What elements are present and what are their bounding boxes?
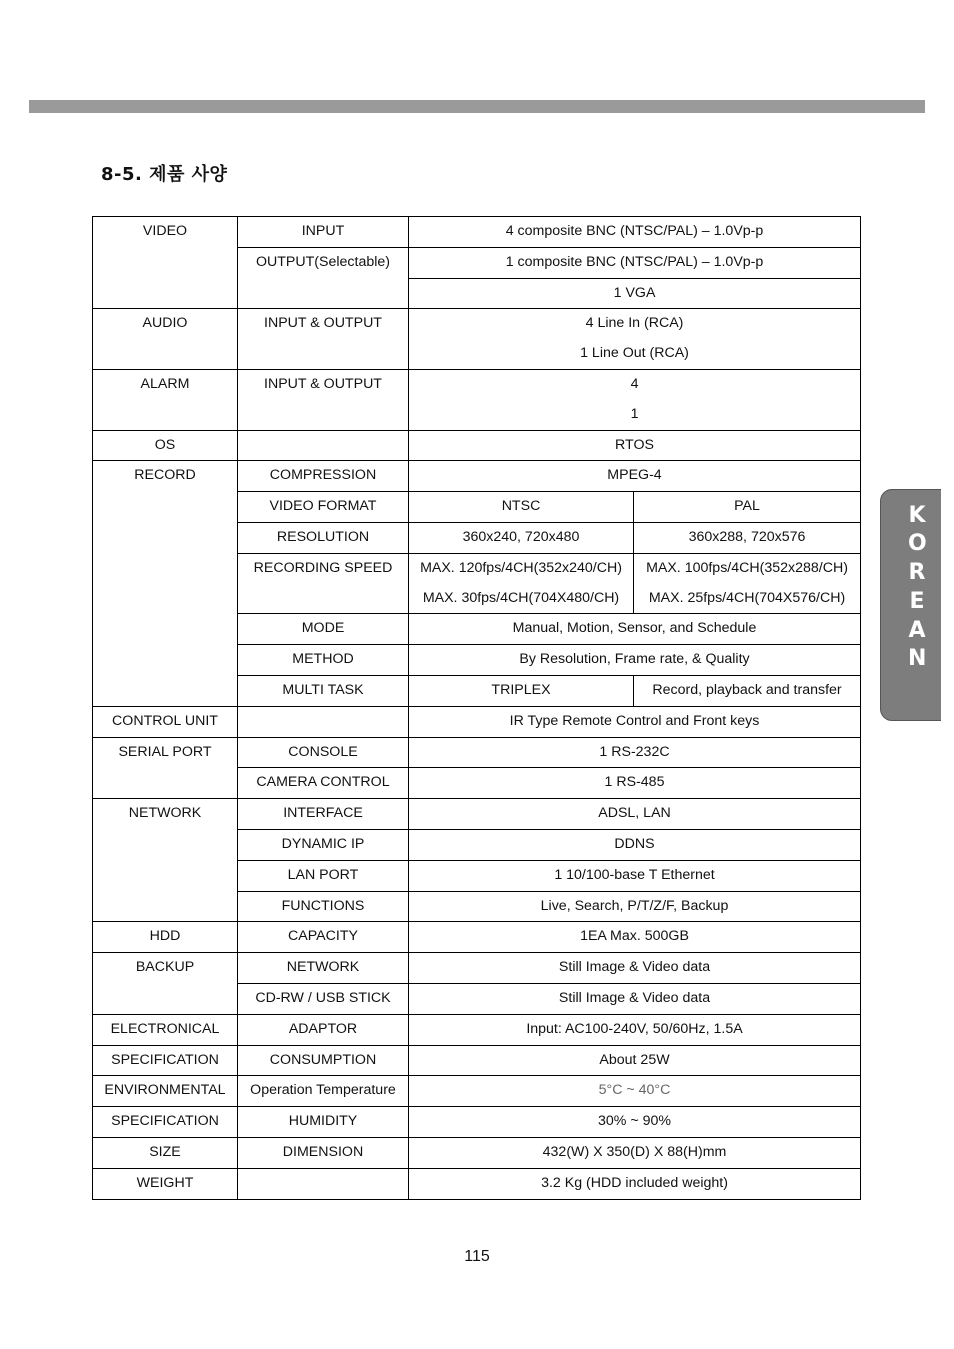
table-row <box>93 922 861 953</box>
spec-table <box>92 216 861 1200</box>
value-cdrw: Still Image & Video data <box>409 983 861 1014</box>
table-row <box>93 1076 861 1107</box>
value-camera-control: 1 RS-485 <box>409 768 861 799</box>
value-os: RTOS <box>409 430 861 461</box>
item-resolution: RESOLUTION <box>238 522 409 553</box>
category-env-spec: SPECIFICATION <box>93 1107 238 1138</box>
table-row <box>93 1014 861 1045</box>
category-os: OS <box>93 430 238 461</box>
header-rule <box>29 100 925 113</box>
value-mode: Manual, Motion, Sensor, and Schedule <box>409 614 861 645</box>
value-format-pal: PAL <box>634 492 861 523</box>
value-resolution-ntsc: 360x240, 720x480 <box>409 522 634 553</box>
value-console: 1 RS-232C <box>409 737 861 768</box>
category-serial-port: SERIAL PORT <box>93 737 238 799</box>
category-video: VIDEO <box>93 217 238 309</box>
item-os <box>238 430 409 461</box>
side-tab-letter: K <box>908 503 926 528</box>
item-interface: INTERFACE <box>238 799 409 830</box>
side-tab-letter: O <box>908 531 927 556</box>
value-audio-1: 4 Line In (RCA) <box>409 309 861 339</box>
table-row <box>93 217 861 248</box>
item-video-input: INPUT <box>238 217 409 248</box>
value-capacity: 1EA Max. 500GB <box>409 922 861 953</box>
table-row <box>93 309 861 339</box>
item-console: CONSOLE <box>238 737 409 768</box>
value-adaptor: Input: AC100-240V, 50/60Hz, 1.5A <box>409 1014 861 1045</box>
table-row <box>93 1137 861 1168</box>
item-consumption: CONSUMPTION <box>238 1045 409 1076</box>
category-backup: BACKUP <box>93 953 238 1015</box>
value-dynamic-ip: DDNS <box>409 829 861 860</box>
section-title: 8-5. 제품 사양 <box>101 164 228 185</box>
value-triplex: Record, playback and transfer <box>634 675 861 706</box>
table-row <box>93 1045 861 1076</box>
value-humidity: 30% ~ 90% <box>409 1107 861 1138</box>
value-compression: MPEG-4 <box>409 461 861 492</box>
category-size: SIZE <box>93 1137 238 1168</box>
item-method: METHOD <box>238 645 409 676</box>
category-record: RECORD <box>93 461 238 706</box>
item-control-unit <box>238 706 409 737</box>
category-audio: AUDIO <box>93 309 238 370</box>
item-capacity: CAPACITY <box>238 922 409 953</box>
category-hdd: HDD <box>93 922 238 953</box>
value-weight: 3.2 Kg (HDD included weight) <box>409 1168 861 1199</box>
page-number: 115 <box>464 1248 490 1265</box>
category-weight: WEIGHT <box>93 1168 238 1199</box>
item-weight <box>238 1168 409 1199</box>
item-alarm-io: INPUT & OUTPUT <box>238 369 409 430</box>
item-compression: COMPRESSION <box>238 461 409 492</box>
item-video-format: VIDEO FORMAT <box>238 492 409 523</box>
category-environmental: ENVIRONMENTAL <box>93 1076 238 1107</box>
category-control-unit: CONTROL UNIT <box>93 706 238 737</box>
item-audio-io: INPUT & OUTPUT <box>238 309 409 370</box>
value-backup-network: Still Image & Video data <box>409 953 861 984</box>
item-video-output: OUTPUT(Selectable) <box>238 247 409 278</box>
table-row <box>93 953 861 984</box>
category-elec-spec: SPECIFICATION <box>93 1045 238 1076</box>
item-functions: FUNCTIONS <box>238 891 409 922</box>
value-consumption: About 25W <box>409 1045 861 1076</box>
side-tab-letter: N <box>908 646 927 671</box>
value-resolution-pal: 360x288, 720x576 <box>634 522 861 553</box>
value-video-input: 4 composite BNC (NTSC/PAL) – 1.0Vp-p <box>409 217 861 248</box>
value-speed-ntsc-1: MAX. 120fps/4CH(352x240/CH) <box>409 553 634 583</box>
value-speed-pal-1: MAX. 100fps/4CH(352x288/CH) <box>634 553 861 583</box>
item-lan-port: LAN PORT <box>238 860 409 891</box>
category-network: NETWORK <box>93 799 238 922</box>
value-video-output-1: 1 composite BNC (NTSC/PAL) – 1.0Vp-p <box>409 247 861 278</box>
item-dimension: DIMENSION <box>238 1137 409 1168</box>
item-op-temp: Operation Temperature <box>238 1076 409 1107</box>
value-alarm-1: 4 <box>409 369 861 399</box>
value-op-temp: 5°C ~ 40°C <box>409 1076 861 1107</box>
item-video-output-cont <box>238 278 409 309</box>
value-audio-2: 1 Line Out (RCA) <box>409 339 861 369</box>
item-humidity: HUMIDITY <box>238 1107 409 1138</box>
value-video-output-2: 1 VGA <box>409 278 861 309</box>
item-adaptor: ADAPTOR <box>238 1014 409 1045</box>
value-interface: ADSL, LAN <box>409 799 861 830</box>
value-method: By Resolution, Frame rate, & Quality <box>409 645 861 676</box>
table-row <box>93 1107 861 1138</box>
value-functions: Live, Search, P/T/Z/F, Backup <box>409 891 861 922</box>
table-row <box>93 430 861 461</box>
category-multitask: MULTI TASK <box>238 675 409 706</box>
item-triplex: TRIPLEX <box>409 675 634 706</box>
item-dynamic-ip: DYNAMIC IP <box>238 829 409 860</box>
value-lan-port: 1 10/100-base T Ethernet <box>409 860 861 891</box>
item-mode: MODE <box>238 614 409 645</box>
table-row <box>93 461 861 492</box>
table-row <box>93 799 861 830</box>
value-control-unit: IR Type Remote Control and Front keys <box>409 706 861 737</box>
value-speed-ntsc-2: MAX. 30fps/4CH(704X480/CH) <box>409 584 634 614</box>
table-row <box>93 706 861 737</box>
table-row <box>93 369 861 399</box>
category-electronical: ELECTRONICAL <box>93 1014 238 1045</box>
item-camera-control: CAMERA CONTROL <box>238 768 409 799</box>
value-dimension: 432(W) X 350(D) X 88(H)mm <box>409 1137 861 1168</box>
item-backup-network: NETWORK <box>238 953 409 984</box>
value-format-ntsc: NTSC <box>409 492 634 523</box>
category-alarm: ALARM <box>93 369 238 430</box>
side-tab-letter: E <box>909 589 925 614</box>
item-cdrw: CD-RW / USB STICK <box>238 983 409 1014</box>
item-recording-speed: RECORDING SPEED <box>238 553 409 614</box>
value-alarm-2: 1 <box>409 400 861 430</box>
value-speed-pal-2: MAX. 25fps/4CH(704X576/CH) <box>634 584 861 614</box>
side-tab-letter: R <box>908 560 926 585</box>
table-row <box>93 737 861 768</box>
table-row <box>93 1168 861 1199</box>
side-tab-letter: A <box>908 618 926 643</box>
